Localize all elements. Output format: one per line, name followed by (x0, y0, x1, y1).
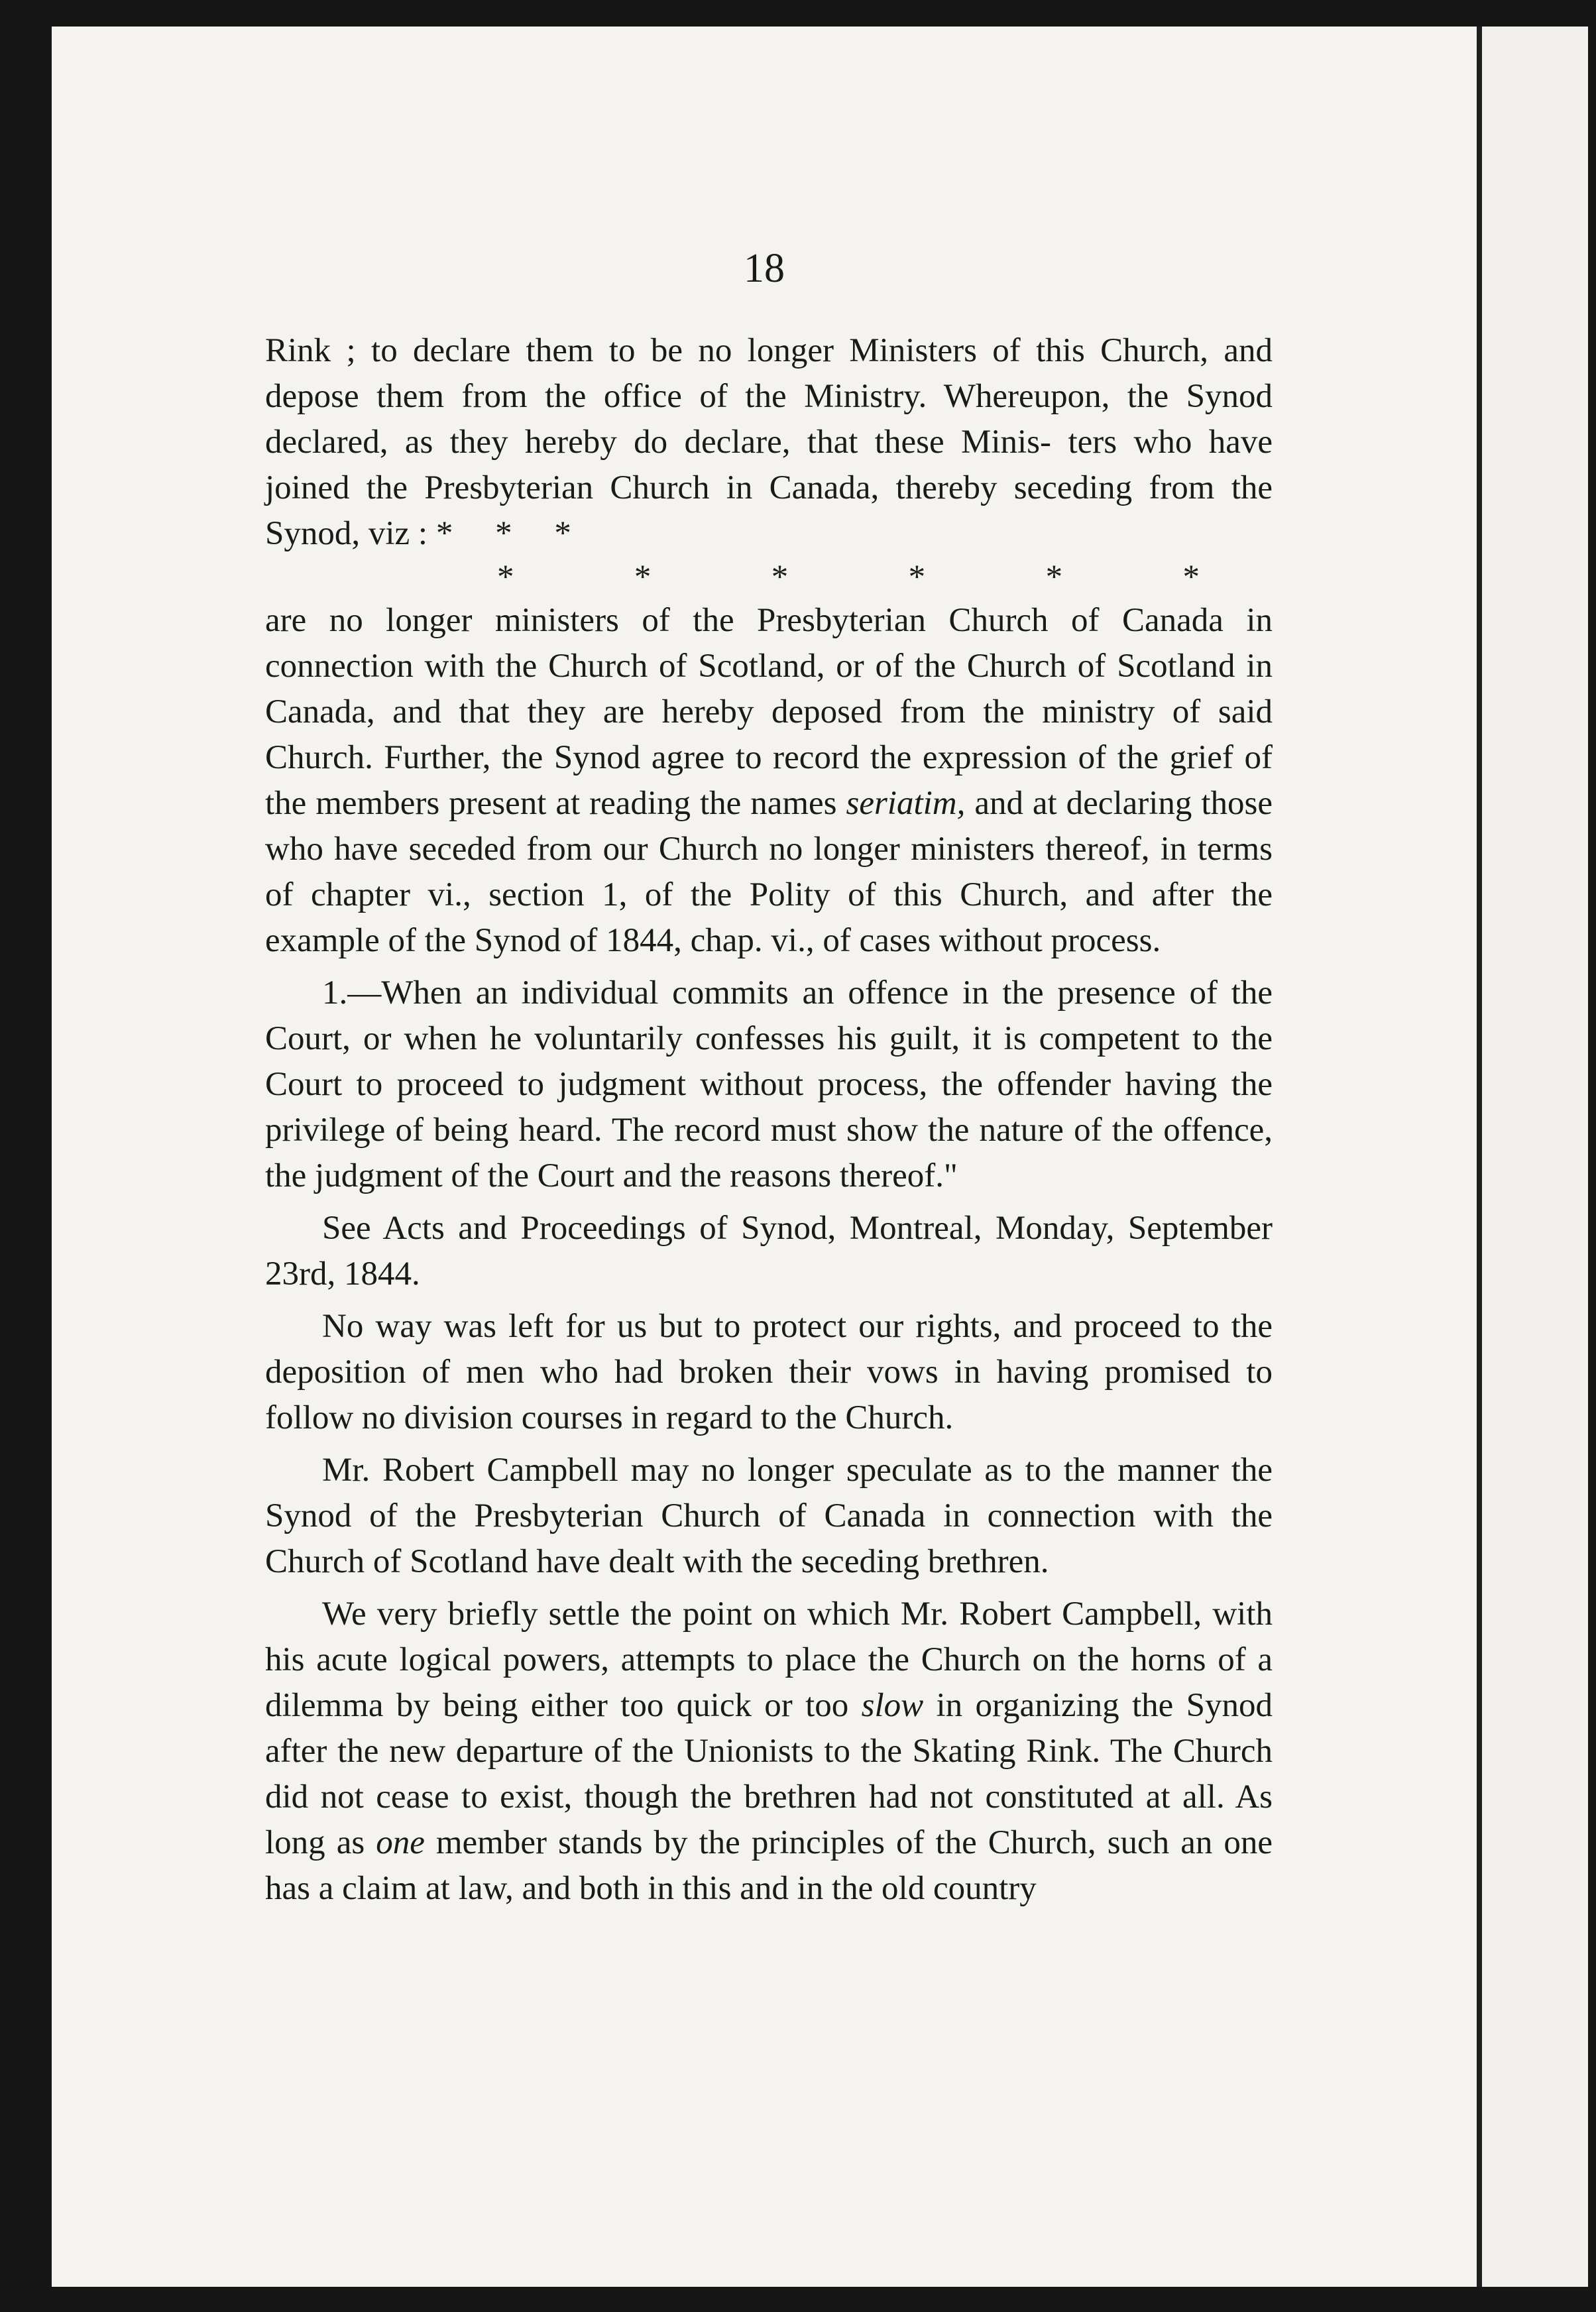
paragraph-7 (265, 1591, 1273, 1912)
paragraph-2 (265, 598, 1273, 964)
paragraph-4: See Acts and Proceedings of Synod, Montreal, Monday, September 23rd, 1844. (265, 1210, 1273, 1293)
body-text (265, 328, 1273, 1912)
text-run: We very briefly settle the point on which Mr. Robert Campbell, with his acute logical powers, attempts to place the Church on the horns of a dilemma by being either too quick or too (265, 1595, 1273, 1724)
line: and depose them from the office of the Ministry. Whereupon, (265, 332, 1273, 415)
star: * (497, 559, 514, 596)
adjacent-page-edge (1477, 27, 1588, 2287)
star: * (771, 559, 789, 596)
paragraph-6: Mr. Robert Campbell may no longer speculate as to the manner the Synod of the Presbyterian Church of Canada in connection with the Church of Scotland have dealt with the seceding brethren. (265, 1452, 1273, 1580)
paragraph-5: No way was left for us but to protect our rights, and proceed to the deposition of men who had broken their vows in having promised to follow no division courses in regard to the Church. (265, 1308, 1273, 1436)
star: * (634, 559, 652, 596)
book-page (52, 27, 1477, 2287)
text-run: and at declaring those who have seceded from our Church no longer ministers thereof, in terms of chapter vi., section 1, of the Polity of this Church, and after the example of the Synod of 1844, chap. vi., of cases without process. (265, 785, 1273, 959)
star: * (1182, 559, 1200, 596)
line: the Synod declared, as they hereby do declare, that these Minis- (265, 378, 1273, 461)
ellipsis-stars: * * * (435, 515, 571, 552)
italic-text: one (376, 1824, 425, 1861)
italic-text: slow (861, 1687, 924, 1724)
paragraph-3: 1.—When an individual commits an offence in the presence of the Court, or when he voluntarily confesses his guilt, it is competent to the Court to proceed to judgment without process, the offender having the privilege of being heard. The record must show the nature of the offence, the judgment of the Court and the reasons thereof." (265, 974, 1273, 1194)
line: Rink ; to declare them to be no longer Ministers of this Church, (265, 332, 1209, 369)
text-run: in organizing the Synod after the new departure of the Unionists to the Skating Rink. The Church did not cease to exist, though the brethren had not constituted at all. As long as (265, 1687, 1273, 1861)
star: * (908, 559, 926, 596)
page-number: 18 (744, 246, 785, 291)
paragraph-1 (265, 328, 1273, 557)
text-run: member stands by the principles of the Church, such an one has a claim at law, and both in this and in the old country (265, 1824, 1273, 1907)
star: * (1045, 559, 1063, 596)
line: thereby seceding from the Synod, viz : (265, 469, 1273, 552)
text-run: are no longer ministers of the Presbyterian Church of Canada in connection with the Church of Scotland, or of the Church of Scotland in Canada, and that they are hereby deposed from the ministry of said Church. Further, the Synod agree to record the expression of the grief of the members present at reading the names (265, 602, 1273, 822)
line: ters who have joined the Presbyterian Church in Canada, (265, 424, 1273, 506)
italic-text: seriatim, (846, 785, 966, 822)
ellipsis-stars-row (265, 557, 1273, 598)
